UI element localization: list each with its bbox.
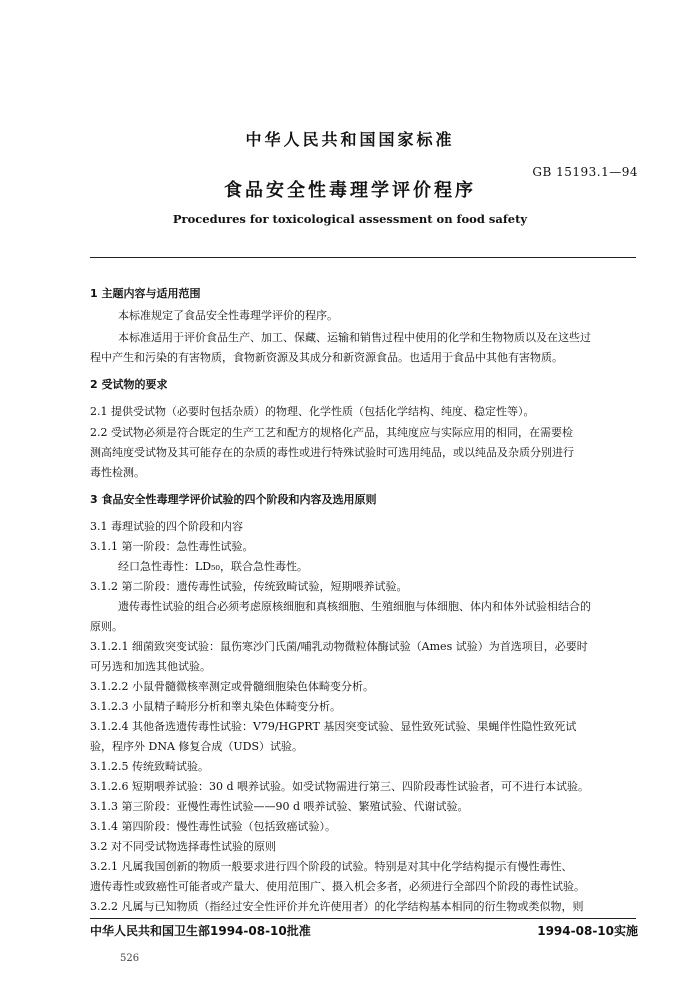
page-number: 526 [120,953,140,964]
body-line: 3.1.2.4 其他备选遗传毒性试验：V79/HGPRT 基因突变试验、显性致死试验、果蝇伴性隐性致死试 [90,720,577,733]
body-line: 经口急性毒性：LD₅₀，联合急性毒性。 [118,560,308,573]
body-line: 测高纯度受试物及其可能存在的杂质的毒性或进行特殊试验时可选用纯品，或以纯品及杂质分别进行 [90,446,574,459]
body-line: 3.1.1 第一阶段：急性毒性试验。 [90,540,254,553]
section-heading: 2 受试物的要求 [90,378,168,391]
body-line: 3.2.1 凡属我国创新的物质一般要求进行四个阶段的试验。特别是对其中化学结构提示有慢性毒性、 [90,860,573,873]
body-line: 遗传毒性试验的组合必须考虑原核细胞和真核细胞、生殖细胞与体细胞、体内和体外试验相结合的 [118,600,591,613]
body-line: 验，程序外 DNA 修复合成（UDS）试验。 [90,740,304,753]
body-line: 3.1 毒理试验的四个阶段和内容 [90,520,243,533]
header-divider [90,257,636,258]
effective-date: 1994-08-10实施 [537,924,638,938]
body-line: 可另选和加选其他试验。 [90,660,211,673]
document-title: 食品安全性毒理学评价程序 [224,180,476,201]
body-line: 3.1.2.3 小鼠精子畸形分析和睾丸染色体畸变分析。 [90,700,341,713]
body-line: 2.2 受试物必须是符合既定的生产工艺和配方的规格化产品，其纯度应与实际应用的相同，在需要检 [90,426,573,439]
body-line: 本标准适用于评价食品生产、加工、保藏、运输和销售过程中使用的化学和生物物质以及在这些过 [118,331,591,344]
body-line: 原则。 [90,620,123,633]
document-title-english: Procedures for toxicological assessment on food safety [172,212,528,226]
body-line: 3.1.2.1 细菌致突变试验：鼠伤寒沙门氏菌/哺乳动物微粒体酶试验（Ames 试验）为首选项目，必要时 [90,640,588,653]
body-line: 本标准规定了食品安全性毒理学评价的程序。 [118,309,338,322]
body-line: 3.1.2.2 小鼠骨髓微核率测定或骨髓细胞染色体畸变分析。 [90,680,374,693]
body-line: 程中产生和污染的有害物质，食物新资源及其成分和新资源食品。也适用于食品中其他有害物质。 [90,351,563,364]
body-line: 3.2 对不同受试物选择毒性试验的原则 [90,840,276,853]
section-heading: 1 主题内容与适用范围 [90,287,201,300]
approval-note: 中华人民共和国卫生部1994-08-10批准 [90,924,311,938]
standard-org-heading: 中华人民共和国国家标准 [245,130,455,149]
body-line: 3.1.4 第四阶段：慢性毒性试验（包括致癌试验）。 [90,820,336,833]
body-line: 3.1.2.5 传统致畸试验。 [90,760,209,773]
body-line: 3.1.2 第二阶段：遗传毒性试验，传统致畸试验，短期喂养试验。 [90,580,408,593]
body-line: 毒性检测。 [90,466,145,479]
section-heading: 3 食品安全性毒理学评价试验的四个阶段和内容及选用原则 [90,493,377,506]
standard-code: GB 15193.1—94 [532,165,638,179]
body-line: 遗传毒性或致癌性可能者或产量大、使用范围广、摄入机会多者，必须进行全部四个阶段的毒性试验。 [90,880,585,893]
body-line: 3.2.2 凡属与已知物质（指经过安全性评价并允许使用者）的化学结构基本相同的衍生物或类似物，则 [90,900,584,913]
footer-divider [90,918,636,919]
body-line: 3.1.3 第三阶段：亚慢性毒性试验——90 d 喂养试验、繁殖试验、代谢试验。 [90,800,469,813]
body-line: 3.1.2.6 短期喂养试验：30 d 喂养试验。如受试物需进行第三、四阶段毒性试验者，可不进行本试验。 [90,780,590,793]
body-line: 2.1 提供受试物（必要时包括杂质）的物理、化学性质（包括化学结构、纯度、稳定性等）。 [90,405,535,418]
